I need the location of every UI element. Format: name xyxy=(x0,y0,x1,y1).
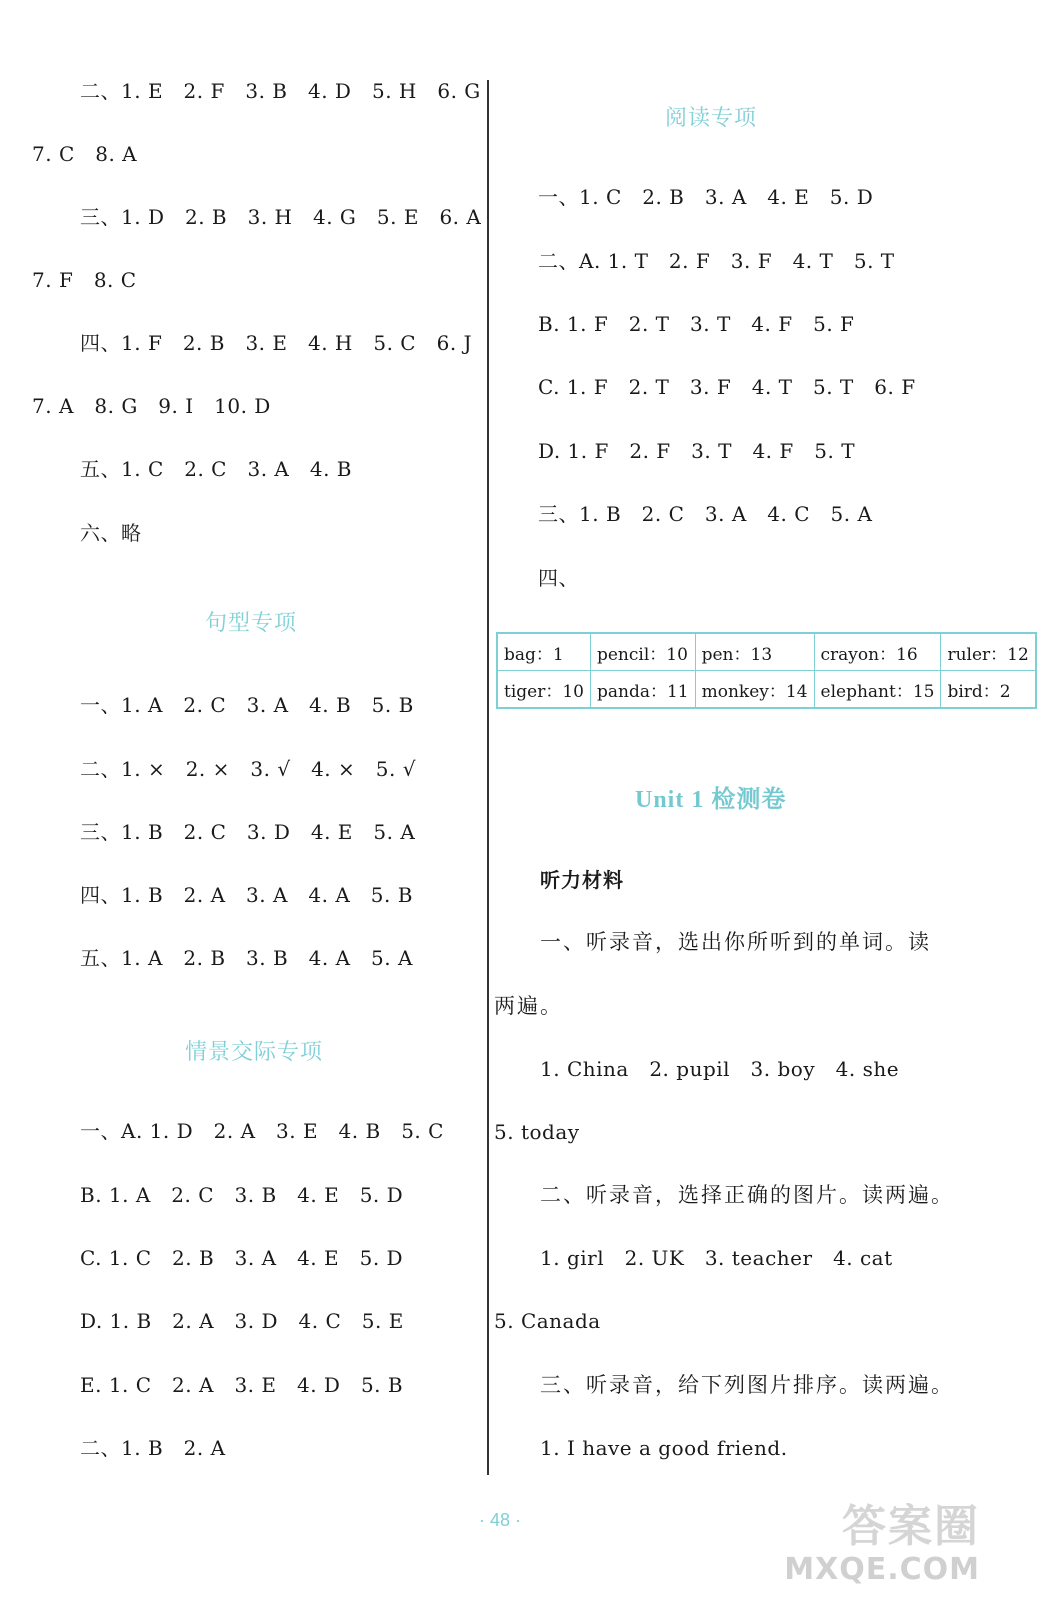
listening-line: 5. today xyxy=(494,1120,580,1144)
section-heading-reading: 阅读专项 xyxy=(665,106,758,131)
answer-line: 六、略 xyxy=(80,521,142,545)
answer-line: 7. A 8. G 9. I 10. D xyxy=(32,394,271,418)
table-cell: pencil：10 xyxy=(590,633,695,671)
answer-line: B. 1. A 2. C 3. B 4. E 5. D xyxy=(80,1183,404,1207)
answer-line: 三、1. D 2. B 3. H 4. G 5. E 6. A xyxy=(80,205,482,229)
table-cell: tiger：10 xyxy=(497,671,590,709)
listening-title: 听力材料 xyxy=(540,868,624,892)
answer-line: 五、1. C 2. C 3. A 4. B xyxy=(80,457,353,481)
answer-line: 一、1. C 2. B 3. A 4. E 5. D xyxy=(538,185,874,209)
section-heading-sentence: 句型专项 xyxy=(205,611,298,636)
listening-line: 两遍。 xyxy=(494,994,563,1018)
answer-line: 三、1. B 2. C 3. A 4. C 5. A xyxy=(538,502,873,526)
listening-line: 三、听录音，给下列图片排序。读两遍。 xyxy=(540,1373,954,1397)
listening-line: 1. girl 2. UK 3. teacher 4. cat xyxy=(540,1246,893,1270)
table-cell: ruler：12 xyxy=(941,633,1036,671)
answer-line: C. 1. C 2. B 3. A 4. E 5. D xyxy=(80,1246,404,1270)
section-heading-unit: Unit 1 检测卷 xyxy=(635,787,787,813)
table-cell: bird：2 xyxy=(941,671,1036,709)
answer-line: C. 1. F 2. T 3. F 4. T 5. T 6. F xyxy=(538,375,916,399)
section-heading-situation: 情景交际专项 xyxy=(185,1040,324,1065)
answer-line: 二、1. B 2. A xyxy=(80,1436,226,1460)
right-column xyxy=(490,0,1000,1560)
answer-line: 二、A. 1. T 2. F 3. F 4. T 5. T xyxy=(538,249,895,273)
table-cell: crayon：16 xyxy=(814,633,941,671)
answer-line: 7. F 8. C xyxy=(32,268,137,292)
watermark-url: MXQE.COM xyxy=(784,1552,980,1587)
listening-line: 1. China 2. pupil 3. boy 4. she xyxy=(540,1057,900,1081)
listening-line: 一、听录音，选出你所听到的单词。读 xyxy=(540,930,931,954)
table-cell: elephant：15 xyxy=(814,671,941,709)
answer-line: 7. C 8. A xyxy=(32,142,138,166)
answer-line: D. 1. F 2. F 3. T 4. F 5. T xyxy=(538,439,856,463)
answer-line: 一、A. 1. D 2. A 3. E 4. B 5. C xyxy=(80,1119,444,1143)
answer-line: 三、1. B 2. C 3. D 4. E 5. A xyxy=(80,820,416,844)
listening-line: 5. Canada xyxy=(494,1309,601,1333)
answer-line: 五、1. A 2. B 3. B 4. A 5. A xyxy=(80,946,413,970)
answer-line: 二、1. E 2. F 3. B 4. D 5. H 6. G xyxy=(80,79,481,103)
answer-line: E. 1. C 2. A 3. E 4. D 5. B xyxy=(80,1373,404,1397)
answer-line: 一、1. A 2. C 3. A 4. B 5. B xyxy=(80,693,414,717)
answer-line: D. 1. B 2. A 3. D 4. C 5. E xyxy=(80,1309,404,1333)
table-cell: panda：11 xyxy=(590,671,695,709)
table-cell: pen：13 xyxy=(695,633,814,671)
listening-line: 1. I have a good friend. xyxy=(540,1436,788,1460)
table-cell: bag：1 xyxy=(497,633,590,671)
table-row xyxy=(497,671,1036,709)
table-row xyxy=(497,633,1036,671)
listening-line: 二、听录音，选择正确的图片。读两遍。 xyxy=(540,1183,954,1207)
answer-line: B. 1. F 2. T 3. T 4. F 5. F xyxy=(538,312,855,336)
answer-line: 二、1. × 2. × 3. √ 4. × 5. √ xyxy=(80,757,416,781)
watermark-logo-text: 答案圈 xyxy=(842,1501,980,1552)
left-column xyxy=(0,0,490,1560)
answer-line: 四、1. F 2. B 3. E 4. H 5. C 6. J xyxy=(80,331,473,355)
table-cell: monkey：14 xyxy=(695,671,814,709)
vocab-count-table xyxy=(496,632,1037,709)
page-number: · 48 · xyxy=(478,1510,521,1530)
answer-line: 四、 xyxy=(538,566,579,590)
answer-line: 四、1. B 2. A 3. A 4. A 5. B xyxy=(80,883,413,907)
watermark xyxy=(780,1490,980,1590)
